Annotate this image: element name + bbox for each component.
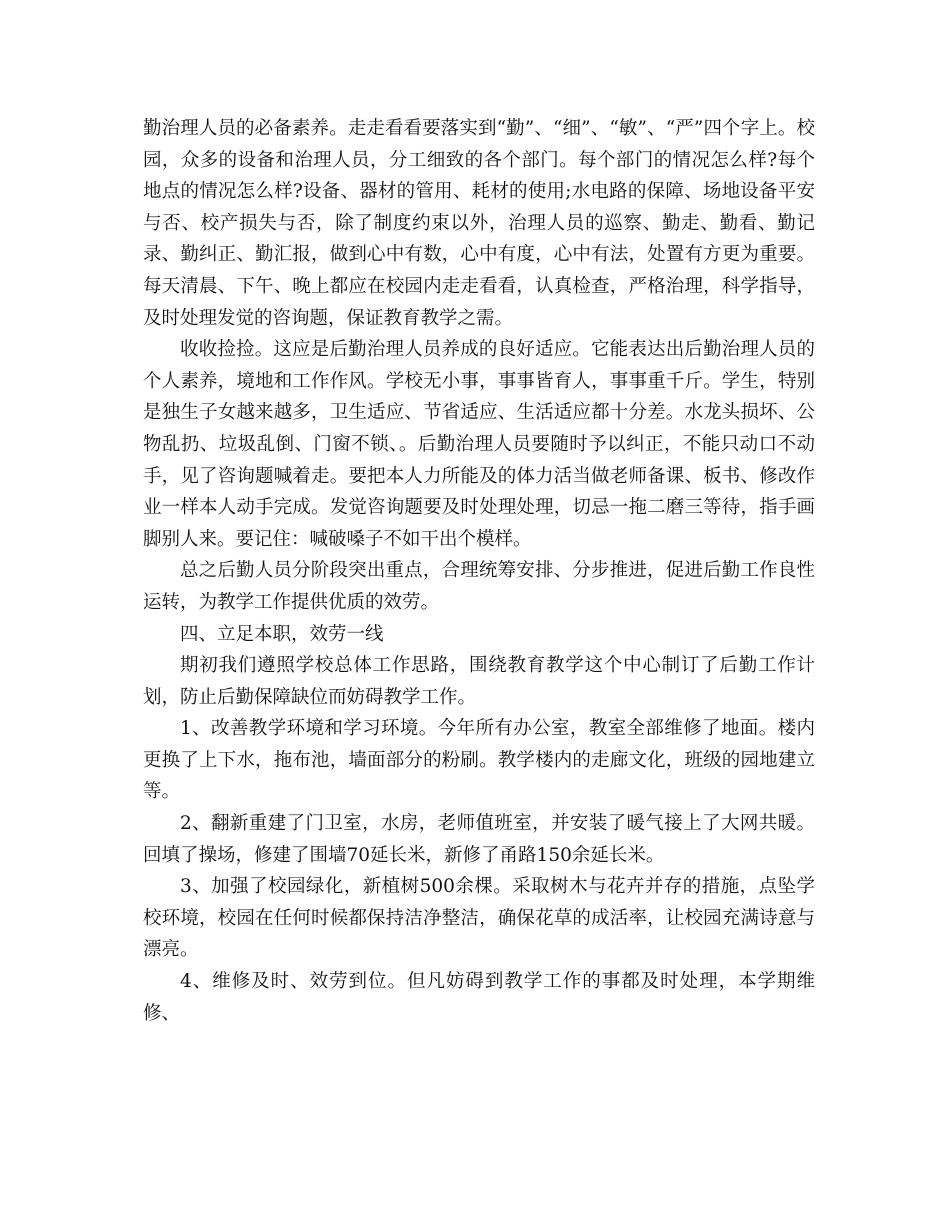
paragraph-continuation: 勤治理人员的必备素养。走走看看要落实到“勤”、“细”、“敏”、“严”四个字上。校园，众多的设备和治理人员，分工细致的各个部门。每个部门的情况怎么样?每个地点的情况怎么样?设备、器材的管用、耗材的使用;水电路的保障、场地设备平安与否、校产损失与否，除了制度约束以外，治理人员的巡察、勤走、勤看、勤记录、勤纠正、勤汇报，做到心中有数，心中有度，心中有法，处置有方更为重要。每天清晨、下午、晚上都应在校园内走走看看，认真检查，严格治理，科学指导，及时处理发觉的咨询题，保证教育教学之需。 bbox=[143, 118, 815, 329]
paragraph-shoushou-jianjian: 收收捡捡。这应是后勤治理人员养成的良好适应。它能表达出后勤治理人员的个人素养，境地和工作作风。学校无小事，事事皆育人，事事重千斤。学生，特别是独生子女越来越多，卫生适应、节省适应、生活适应都十分差。水龙头损坏、公物乱扔、垃圾乱倒、门窗不锁、。后勤治理人员要随时予以纠正，不能只动口不动手，见了咨询题喊着走。要把本人力所能及的体力活当做老师备课、板书、修改作业一样本人动手完成。发觉咨询题要及时处理处理，切忌一拖二磨三等待，指手画脚别人来。要记住：喊破嗓子不如干出个模样。 bbox=[143, 339, 815, 550]
list-item-1: 1、改善教学环境和学习环境。今年所有办公室，教室全部维修了地面。楼内更换了上下水，拖布池，墙面部分的粉刷。教学楼内的走廊文化，班级的园地建立等。 bbox=[143, 718, 815, 803]
list-item-3: 3、加强了校园绿化，新植树500余棵。采取树木与花卉并存的措施，点坠学校环境，校园在任何时候都保持洁净整洁，确保花草的成活率，让校园充满诗意与漂亮。 bbox=[143, 876, 815, 961]
document-body bbox=[143, 113, 815, 1029]
paragraph-work-plan: 期初我们遵照学校总体工作思路，围绕教育教学这个中心制订了后勤工作计划，防止后勤保障缺位而妨碍教学工作。 bbox=[143, 655, 815, 708]
list-item-4: 4、维修及时、效劳到位。但凡妨碍到教学工作的事都及时处理，本学期维修、 bbox=[143, 971, 815, 1024]
paragraph-summary: 总之后勤人员分阶段突出重点，合理统筹安排、分步推进，促进后勤工作良性运转，为教学工作提供优质的效劳。 bbox=[143, 560, 815, 613]
section-heading-four: 四、立足本职，效劳一线 bbox=[180, 623, 384, 645]
list-item-2: 2、翻新重建了门卫室，水房，老师值班室，并安装了暖气接上了大网共暖。回填了操场，修建了围墙70延长米，新修了甬路150余延长米。 bbox=[143, 813, 815, 866]
